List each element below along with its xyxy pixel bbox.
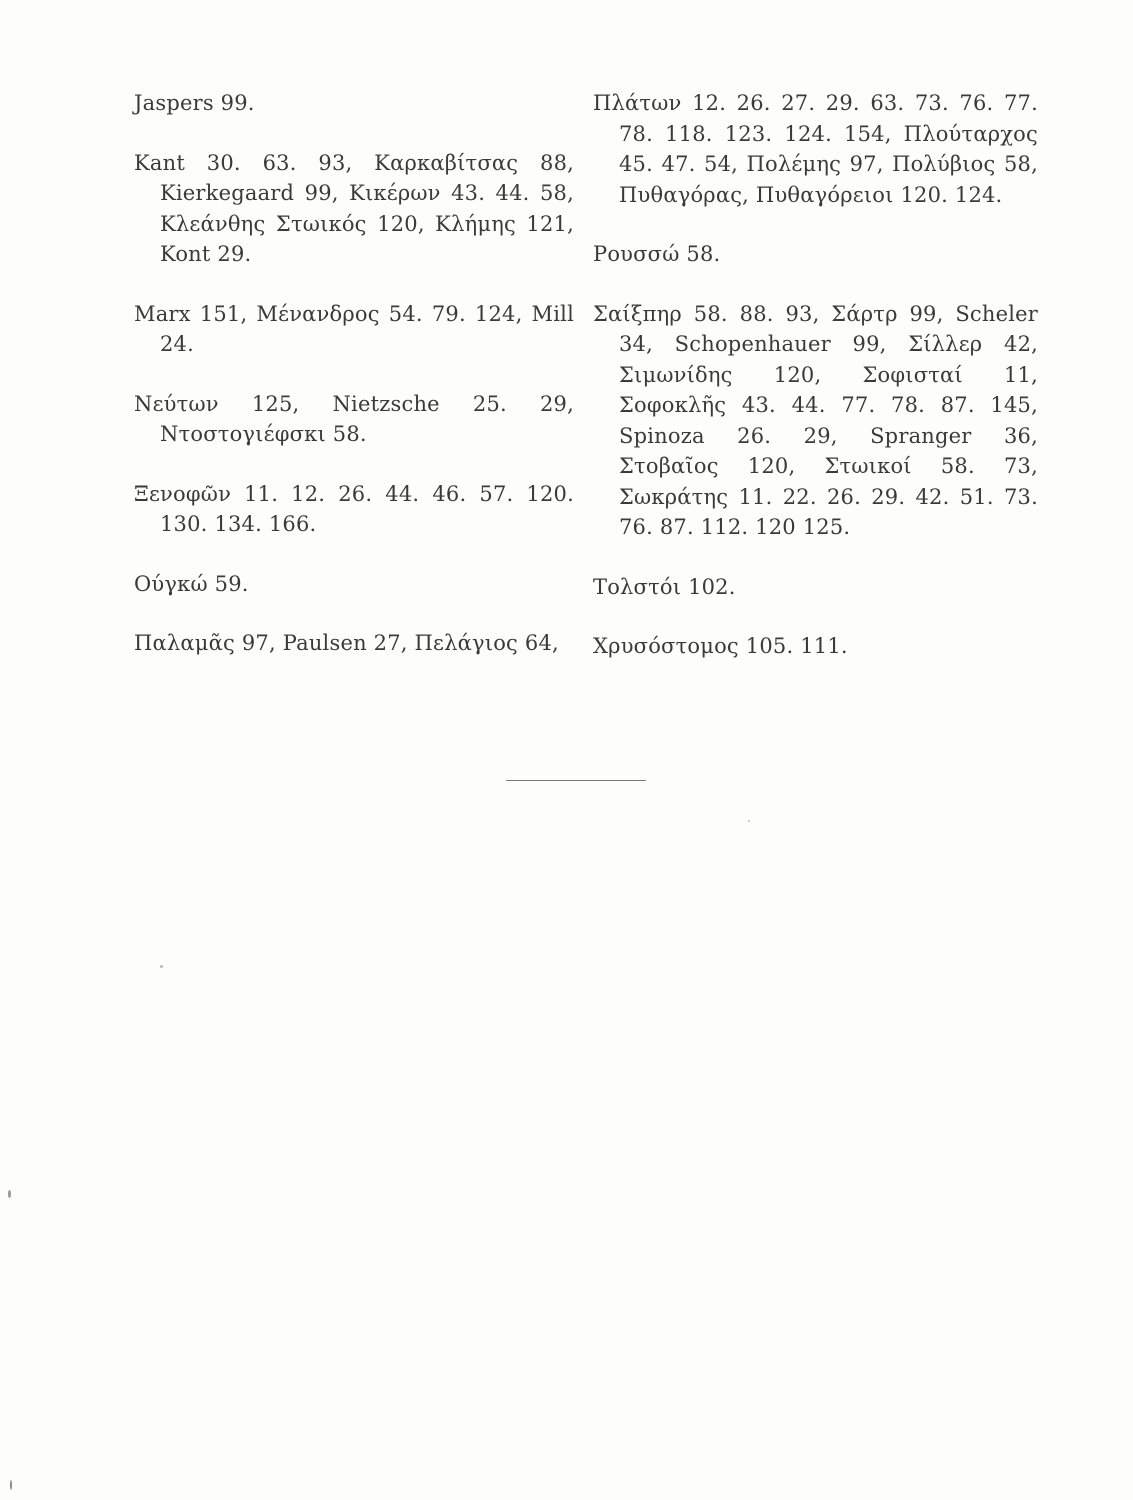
end-rule <box>506 780 646 781</box>
index-entry-tolstoy: Τολστόι 102. <box>593 574 736 599</box>
paper-speck <box>748 820 750 822</box>
index-left-column <box>134 88 574 659</box>
index-entry-newton: Νεύτων 125, Nietzsche 25. 29, Ντοστογιέφσκι 58. <box>134 391 574 446</box>
index-entry-plato: Πλάτων 12. 26. 27. 29. 63. 73. 76. 77. 78. 118. 123. 124. 154, Πλούταρχος 45. 47. 54, Πολέμης 97, Πολύβιος 58, Πυθαγόρας, Πυθαγόρειοι 120. 124. <box>593 91 1038 207</box>
index-entry-kant: Kant 30. 63. 93, Καρκαβίτσας 88, Kierkegaard 99, Κικέρων 43. 44. 58, Κλεάνθης Στωικός 120, Κλήμης 121, Kont 29. <box>134 150 574 266</box>
paper-speck <box>160 965 163 968</box>
index-entry-palamas: Παλαμᾶς 97, Paulsen 27, Πελάγιος 64, <box>134 631 559 655</box>
paper-speck <box>8 1190 11 1198</box>
index-entry-hugo: Ούγκώ 59. <box>134 571 249 596</box>
index-right-column <box>593 88 1038 662</box>
index-entry-jaspers: Jaspers 99. <box>134 91 255 115</box>
index-entry-chrysostom: Χρυσόστομος 105. 111. <box>593 634 848 658</box>
index-entry-xenophon: Ξενοφῶν 11. 12. 26. 44. 46. 57. 120. 130. 134. 166. <box>134 481 574 536</box>
paper-speck <box>10 1480 12 1490</box>
index-entry-shakespeare: Σαίξπηρ 58. 88. 93, Σάρτρ 99, Scheler 34, Schopenhauer 99, Σίλλερ 42, Σιμωνίδης 120, Σοφισταί 11, Σοφοκλῆς 43. 44. 77. 78. 87. 145, Spinoza 26. 29, Spranger 36, Στοβαῖος 120, Στωικοί 58. 73, Σωκράτης 11. 22. 26. 29. 42. 51. 73. 76. 87. 112. 120 125. <box>593 301 1038 539</box>
index-entry-marx: Marx 151, Μένανδρος 54. 79. 124, Mill 24. <box>134 301 574 356</box>
index-entry-rousseau: Ρουσσώ 58. <box>593 242 721 266</box>
